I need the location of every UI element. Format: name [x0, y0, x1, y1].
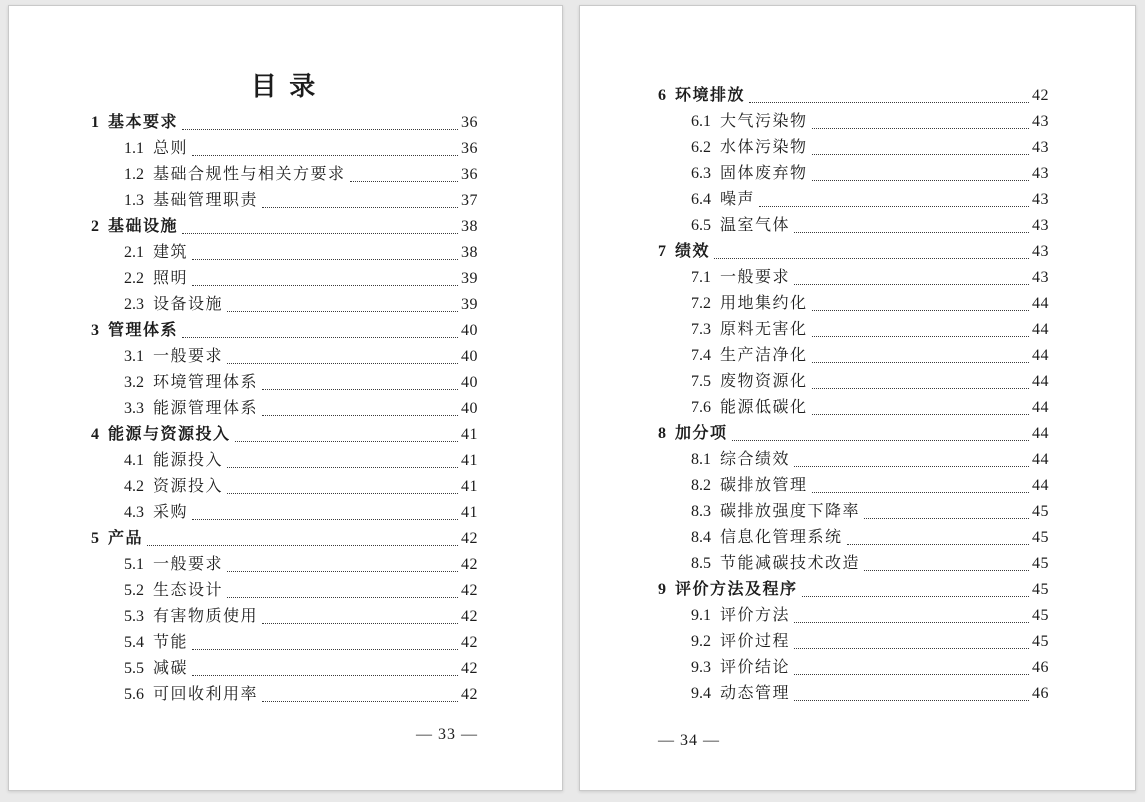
- toc-entry-label: 信息化管理系统: [720, 529, 843, 546]
- toc-entry: [691, 161, 1049, 187]
- toc-entry: [124, 240, 478, 266]
- toc-entry-page-number: 43: [1032, 269, 1049, 286]
- toc-entry-label: 原料无害化: [720, 321, 808, 338]
- toc-entry-label: 基本要求: [108, 114, 179, 131]
- toc-entry-label: 用地集约化: [720, 295, 808, 312]
- toc-entry-number: 9.4: [691, 685, 711, 702]
- toc-entry-label: 废物资源化: [720, 373, 808, 390]
- toc-leader-dots: [182, 233, 458, 234]
- toc-leader-dots: [812, 388, 1029, 389]
- toc-leader-dots: [812, 362, 1029, 363]
- toc-entry-label: 基础合规性与相关方要求: [153, 166, 346, 183]
- toc-entry: [124, 136, 478, 162]
- toc-entry: [691, 213, 1049, 239]
- toc-entry-page-number: 44: [1032, 399, 1049, 416]
- toc-entry-label: 能源管理体系: [153, 400, 259, 417]
- toc-leader-dots: [192, 155, 458, 156]
- toc-entry: [691, 135, 1049, 161]
- toc-entry-page-number: 45: [1032, 581, 1049, 598]
- toc-entry: [691, 473, 1049, 499]
- toc-entry-page-number: 37: [461, 192, 478, 209]
- toc-entry-page-number: 41: [461, 452, 478, 469]
- toc-title: 目 录: [250, 72, 319, 101]
- toc-entry-number: 8: [658, 425, 666, 442]
- toc-entry: [691, 447, 1049, 473]
- toc-entry-number: 7.5: [691, 373, 711, 390]
- toc-entry-number: 8.1: [691, 451, 711, 468]
- toc-entry-number: 6.4: [691, 191, 711, 208]
- toc-entry-number: 4.3: [124, 504, 144, 521]
- toc-leader-dots: [182, 337, 458, 338]
- toc-leader-dots: [794, 648, 1029, 649]
- toc-leader-dots: [794, 466, 1029, 467]
- toc-entry-page-number: 41: [461, 504, 478, 521]
- toc-entry-number: 2.3: [124, 296, 144, 313]
- toc-entry-label: 加分项: [675, 425, 728, 442]
- toc-entry-page-number: 45: [1032, 633, 1049, 650]
- toc-entry: [124, 344, 478, 370]
- toc-entry-page-number: 44: [1032, 425, 1049, 442]
- toc-entry: [124, 448, 478, 474]
- toc-entry-page-number: 41: [461, 478, 478, 495]
- toc-entry: [124, 396, 478, 422]
- toc-entry-page-number: 46: [1032, 659, 1049, 676]
- page-number-footer-33: — 33 —: [416, 726, 478, 743]
- toc-entry-label: 能源与资源投入: [108, 426, 231, 443]
- toc-entry-label: 采购: [153, 504, 189, 521]
- toc-entry-number: 7.6: [691, 399, 711, 416]
- toc-entry: [91, 110, 478, 136]
- toc-entry-page-number: 43: [1032, 139, 1049, 156]
- toc-entry-label: 有害物质使用: [153, 608, 259, 625]
- toc-entry: [691, 681, 1049, 707]
- toc-entry-page-number: 40: [461, 348, 478, 365]
- toc-leader-dots: [847, 544, 1029, 545]
- toc-entry: [691, 395, 1049, 421]
- toc-entry-number: 1.2: [124, 166, 144, 183]
- toc-entry-page-number: 42: [461, 582, 478, 599]
- toc-entry-page-number: 40: [461, 322, 478, 339]
- toc-entry: [691, 187, 1049, 213]
- toc-entry-page-number: 42: [461, 660, 478, 677]
- toc-entry-label: 一般要求: [153, 348, 224, 365]
- toc-entry-number: 5.5: [124, 660, 144, 677]
- toc-leader-dots: [262, 207, 458, 208]
- toc-entry-label: 照明: [153, 270, 189, 287]
- toc-entry-number: 3: [91, 322, 99, 339]
- toc-leader-dots: [235, 441, 458, 442]
- toc-entry-number: 5.2: [124, 582, 144, 599]
- toc-leader-dots: [147, 545, 458, 546]
- toc-entry-label: 评价方法: [720, 607, 791, 624]
- toc-entry-number: 1: [91, 114, 99, 131]
- toc-leader-dots: [812, 154, 1029, 155]
- toc-entry-label: 基础管理职责: [153, 192, 259, 209]
- toc-leader-dots: [732, 440, 1029, 441]
- toc-entry-number: 7.1: [691, 269, 711, 286]
- toc-entry: [124, 552, 478, 578]
- toc-entry-number: 2: [91, 218, 99, 235]
- toc-entry: [691, 655, 1049, 681]
- toc-entry-number: 6.5: [691, 217, 711, 234]
- toc-leader-dots: [864, 518, 1029, 519]
- toc-entry-number: 8.2: [691, 477, 711, 494]
- toc-entry-label: 动态管理: [720, 685, 791, 702]
- toc-entry: [91, 422, 478, 448]
- toc-leader-dots: [182, 129, 458, 130]
- toc-leader-dots: [812, 414, 1029, 415]
- toc-entry: [658, 239, 1049, 265]
- toc-entry-page-number: 42: [461, 608, 478, 625]
- toc-leader-dots: [262, 389, 458, 390]
- toc-entry-page-number: 45: [1032, 503, 1049, 520]
- toc-entry-label: 大气污染物: [720, 113, 808, 130]
- toc-entry: [124, 630, 478, 656]
- toc-entry-page-number: 42: [461, 634, 478, 651]
- toc-entry-page-number: 36: [461, 114, 478, 131]
- toc-entry-number: 7: [658, 243, 666, 260]
- toc-entry: [658, 421, 1049, 447]
- toc-entry-page-number: 38: [461, 218, 478, 235]
- toc-entry-label: 评价过程: [720, 633, 791, 650]
- toc-entry-page-number: 42: [461, 686, 478, 703]
- toc-entry: [91, 214, 478, 240]
- toc-leader-dots: [749, 102, 1029, 103]
- page-34: [579, 5, 1136, 791]
- toc-entry-number: 2.2: [124, 270, 144, 287]
- toc-entry-label: 综合绩效: [720, 451, 791, 468]
- toc-entry-label: 评价方法及程序: [675, 581, 798, 598]
- toc-leader-dots: [794, 674, 1029, 675]
- toc-entry-page-number: 44: [1032, 451, 1049, 468]
- toc-entry-page-number: 44: [1032, 477, 1049, 494]
- toc-entry: [124, 682, 478, 708]
- toc-leader-dots: [812, 180, 1029, 181]
- toc-entry: [124, 292, 478, 318]
- toc-entry: [124, 578, 478, 604]
- toc-entry-label: 节能: [153, 634, 189, 651]
- toc-entry-number: 7.4: [691, 347, 711, 364]
- toc-entry-page-number: 36: [461, 166, 478, 183]
- toc-entry-label: 环境管理体系: [153, 374, 259, 391]
- toc-entry-page-number: 43: [1032, 217, 1049, 234]
- toc-entry: [691, 369, 1049, 395]
- toc-entry: [691, 551, 1049, 577]
- toc-entry-label: 环境排放: [675, 87, 746, 104]
- toc-entry: [124, 474, 478, 500]
- toc-leader-dots: [812, 310, 1029, 311]
- toc-entry-label: 设备设施: [153, 296, 224, 313]
- toc-leader-dots: [794, 700, 1029, 701]
- toc-entry-label: 生态设计: [153, 582, 224, 599]
- toc-entry-label: 减碳: [153, 660, 189, 677]
- toc-entry-label: 碳排放管理: [720, 477, 808, 494]
- toc-entry-label: 管理体系: [108, 322, 179, 339]
- toc-entry-number: 6.3: [691, 165, 711, 182]
- toc-leader-dots: [794, 622, 1029, 623]
- toc-entry-number: 6: [658, 87, 666, 104]
- toc-entry-page-number: 42: [1032, 87, 1049, 104]
- toc-entry: [124, 500, 478, 526]
- toc-entry-page-number: 45: [1032, 607, 1049, 624]
- toc-entry-page-number: 42: [461, 556, 478, 573]
- toc-entry: [691, 343, 1049, 369]
- toc-entry-page-number: 44: [1032, 321, 1049, 338]
- toc-leader-dots: [227, 311, 458, 312]
- toc-entry-number: 5.4: [124, 634, 144, 651]
- toc-entry-page-number: 39: [461, 270, 478, 287]
- toc-leader-dots: [227, 493, 458, 494]
- toc-leader-dots: [192, 675, 458, 676]
- toc-entry-page-number: 45: [1032, 555, 1049, 572]
- toc-entry: [691, 265, 1049, 291]
- toc-entry-label: 节能减碳技术改造: [720, 555, 861, 572]
- toc-entry: [124, 604, 478, 630]
- toc-entry-number: 1.3: [124, 192, 144, 209]
- toc-leader-dots: [812, 336, 1029, 337]
- toc-entry-page-number: 43: [1032, 243, 1049, 260]
- toc-entry-number: 6.1: [691, 113, 711, 130]
- toc-entry-page-number: 41: [461, 426, 478, 443]
- toc-entry-label: 噪声: [720, 191, 756, 208]
- toc-entry: [124, 266, 478, 292]
- toc-entry-label: 水体污染物: [720, 139, 808, 156]
- toc-list-left: [91, 110, 478, 708]
- toc-entry-label: 绩效: [675, 243, 711, 260]
- toc-leader-dots: [227, 363, 458, 364]
- toc-list-right: [658, 83, 1049, 707]
- toc-entry-page-number: 44: [1032, 295, 1049, 312]
- toc-leader-dots: [192, 519, 458, 520]
- toc-entry: [691, 525, 1049, 551]
- toc-entry-number: 3.3: [124, 400, 144, 417]
- toc-entry-number: 9: [658, 581, 666, 598]
- toc-leader-dots: [262, 415, 458, 416]
- toc-entry-page-number: 44: [1032, 347, 1049, 364]
- toc-entry-label: 能源投入: [153, 452, 224, 469]
- toc-entry-label: 固体废弃物: [720, 165, 808, 182]
- toc-entry-page-number: 38: [461, 244, 478, 261]
- toc-entry: [691, 291, 1049, 317]
- toc-entry-label: 总则: [153, 140, 189, 157]
- toc-entry-label: 一般要求: [153, 556, 224, 573]
- toc-entry-number: 5.1: [124, 556, 144, 573]
- toc-entry-number: 8.3: [691, 503, 711, 520]
- toc-leader-dots: [759, 206, 1029, 207]
- toc-entry: [658, 577, 1049, 603]
- toc-entry-page-number: 40: [461, 400, 478, 417]
- toc-leader-dots: [262, 623, 458, 624]
- toc-entry: [691, 109, 1049, 135]
- toc-leader-dots: [227, 571, 458, 572]
- toc-leader-dots: [812, 492, 1029, 493]
- toc-entry: [124, 370, 478, 396]
- toc-entry-label: 一般要求: [720, 269, 791, 286]
- toc-entry-number: 4: [91, 426, 99, 443]
- toc-entry-number: 3.1: [124, 348, 144, 365]
- toc-entry-number: 5: [91, 530, 99, 547]
- toc-entry-number: 9.3: [691, 659, 711, 676]
- toc-entry-number: 5.6: [124, 686, 144, 703]
- toc-entry: [124, 188, 478, 214]
- toc-entry: [124, 656, 478, 682]
- toc-entry-label: 评价结论: [720, 659, 791, 676]
- toc-leader-dots: [192, 259, 458, 260]
- toc-entry-number: 3.2: [124, 374, 144, 391]
- toc-leader-dots: [227, 597, 458, 598]
- toc-entry-number: 6.2: [691, 139, 711, 156]
- toc-leader-dots: [350, 181, 458, 182]
- toc-leader-dots: [192, 649, 458, 650]
- toc-entry-number: 9.2: [691, 633, 711, 650]
- toc-entry: [691, 629, 1049, 655]
- toc-entry-label: 建筑: [153, 244, 189, 261]
- toc-entry-label: 温室气体: [720, 217, 791, 234]
- toc-entry: [91, 526, 478, 552]
- toc-entry-page-number: 46: [1032, 685, 1049, 702]
- toc-entry-number: 7.2: [691, 295, 711, 312]
- toc-entry-page-number: 42: [461, 530, 478, 547]
- toc-leader-dots: [192, 285, 458, 286]
- toc-entry: [691, 603, 1049, 629]
- toc-entry-label: 能源低碳化: [720, 399, 808, 416]
- toc-leader-dots: [794, 232, 1029, 233]
- toc-leader-dots: [262, 701, 458, 702]
- toc-entry-number: 1.1: [124, 140, 144, 157]
- toc-entry-label: 资源投入: [153, 478, 224, 495]
- toc-entry-number: 4.1: [124, 452, 144, 469]
- toc-entry-page-number: 43: [1032, 113, 1049, 130]
- toc-entry-page-number: 43: [1032, 165, 1049, 182]
- toc-entry-page-number: 44: [1032, 373, 1049, 390]
- page-number-footer-34: — 34 —: [658, 732, 720, 749]
- toc-leader-dots: [812, 128, 1029, 129]
- toc-entry: [691, 499, 1049, 525]
- toc-entry-number: 4.2: [124, 478, 144, 495]
- toc-entry-page-number: 36: [461, 140, 478, 157]
- toc-entry: [658, 83, 1049, 109]
- toc-leader-dots: [794, 284, 1029, 285]
- toc-leader-dots: [802, 596, 1029, 597]
- toc-entry-label: 产品: [108, 530, 144, 547]
- toc-entry-number: 8.4: [691, 529, 711, 546]
- toc-leader-dots: [714, 258, 1029, 259]
- toc-entry-page-number: 40: [461, 374, 478, 391]
- toc-leader-dots: [864, 570, 1029, 571]
- toc-leader-dots: [227, 467, 458, 468]
- toc-entry-page-number: 43: [1032, 191, 1049, 208]
- toc-entry-label: 基础设施: [108, 218, 179, 235]
- toc-entry-number: 7.3: [691, 321, 711, 338]
- toc-entry: [124, 162, 478, 188]
- toc-entry-label: 可回收利用率: [153, 686, 259, 703]
- toc-entry-label: 生产洁净化: [720, 347, 808, 364]
- toc-entry-number: 8.5: [691, 555, 711, 572]
- toc-entry-page-number: 39: [461, 296, 478, 313]
- toc-entry-number: 2.1: [124, 244, 144, 261]
- toc-entry-number: 9.1: [691, 607, 711, 624]
- page-33: [8, 5, 563, 791]
- toc-entry-label: 碳排放强度下降率: [720, 503, 861, 520]
- toc-entry: [691, 317, 1049, 343]
- toc-entry: [91, 318, 478, 344]
- toc-entry-page-number: 45: [1032, 529, 1049, 546]
- toc-entry-number: 5.3: [124, 608, 144, 625]
